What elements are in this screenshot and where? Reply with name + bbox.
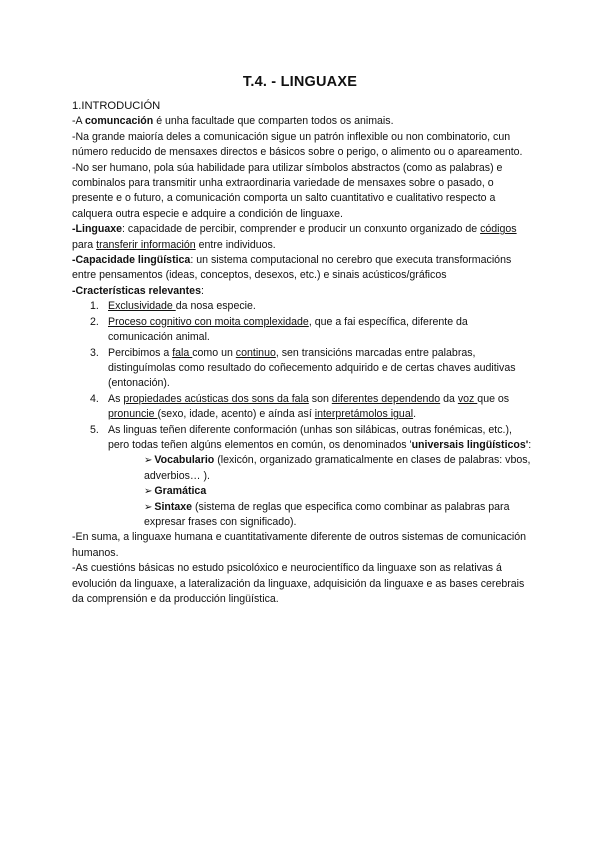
sublist-item-vocabulario bbox=[144, 453, 532, 484]
item5-text-1: As linguas teñen diferente conformación (unhas son silábicas, outras fonémicas, etc.), pero todas teñen algúns elementos en común, os denominados ' bbox=[108, 423, 512, 451]
list-item bbox=[72, 423, 532, 454]
item4-text-6: . bbox=[413, 408, 417, 421]
list-item bbox=[72, 346, 532, 392]
list-item bbox=[72, 315, 532, 346]
list-number: 4. bbox=[90, 392, 99, 405]
term-vocabulario: Vocabulario bbox=[154, 454, 215, 467]
item4-underline-3: voz bbox=[457, 392, 478, 405]
paragraph-capacidade-linguistica bbox=[72, 253, 532, 284]
universals-sublist bbox=[72, 453, 532, 530]
list-item bbox=[72, 299, 532, 314]
item4-underline-2: diferentes dependendo bbox=[331, 392, 441, 405]
paragraph-linguaxe-definition bbox=[72, 222, 532, 253]
item3-text-2: como un bbox=[192, 346, 236, 359]
item4-text-2: son bbox=[308, 392, 332, 405]
p1-text: é unha facultade que comparten todos os animais. bbox=[153, 115, 394, 128]
p4-text-1: : capacidade de percibir, comprender e producir un conxunto organizado de bbox=[122, 223, 481, 236]
item3-underline-fala: fala bbox=[172, 346, 193, 359]
paragraph-caracteristicas-heading bbox=[72, 284, 532, 299]
item4-text-5: (sexo, idade, acento) e aínda así bbox=[157, 408, 315, 421]
item4-underline-5: interpretámolos igual bbox=[314, 408, 414, 421]
item4-text-4: que os bbox=[477, 392, 510, 405]
item4-text-3: da bbox=[440, 392, 458, 405]
term-sintaxe: Sintaxe bbox=[154, 500, 193, 513]
term-linguaxe: -Linguaxe bbox=[72, 223, 123, 236]
vocabulario-text: (lexicón, organizado gramaticalmente en clases de palabras: vbos, adverbios… ). bbox=[144, 454, 531, 482]
term-caracteristicas: -Cracterísticas relevantes bbox=[72, 284, 201, 297]
item4-underline-4: pronuncie bbox=[108, 408, 158, 421]
item2-text: , que a fai específica, diferente da comunicación animal. bbox=[108, 315, 468, 344]
sublist-item-sintaxe bbox=[144, 500, 532, 531]
item1-underline: Exclusividade bbox=[108, 300, 176, 313]
term-capacidade-linguistica: -Capacidade lingüística bbox=[72, 254, 191, 267]
page-title: T.4. - LINGUAXE bbox=[242, 74, 358, 90]
term-gramatica: Gramática bbox=[154, 485, 207, 498]
list-number: 1. bbox=[90, 300, 99, 313]
paragraph-human-communication: -No ser humano, pola súa habilidade para utilizar símbolos abstractos (como as palabras) e combinalos para transmitir unha extraordinaria variedade de mensaxes sobre o pasado, o presente e o futuro, a comunicación comporta un salto cuantitativo e cualitativo respecto a calquera outra especie e adquire a condición de linguaxe. bbox=[72, 161, 503, 220]
item3-text-3: , sen transicións marcadas entre palabras, distinguímolas como resultado do coñecemento adquirido e de certas chaves auditivas (entonación). bbox=[108, 346, 516, 390]
item5-bold-universais: universais lingüísticos' bbox=[411, 438, 529, 451]
sublist-item-gramatica bbox=[144, 484, 532, 499]
paragraph-summary: -En suma, a linguaxe humana e cuantitativamente diferente de outros sistemas de comunicación humanos. bbox=[72, 531, 527, 559]
p5-text: : un sistema computacional no cerebro que executa transformacións entre pensamentos (ideas, conceptos, desexos, etc.) e sinais acústicos/gráficos bbox=[72, 254, 512, 282]
item4-underline-1: propiedades acústicas dos sons da fala bbox=[123, 392, 309, 405]
list-item bbox=[72, 392, 532, 423]
arrow-bullet-icon: ➢ bbox=[144, 501, 153, 513]
document-body bbox=[72, 99, 532, 607]
p4-underline-transferir: transferir información bbox=[96, 238, 196, 251]
item3-text-1: Percibimos a bbox=[108, 346, 173, 359]
p4-text-2: para bbox=[72, 238, 97, 251]
paragraph-animal-communication: -Na grande maioría deles a comunicación sigue un patrón inflexible ou non combinatorio, cun número reducido de mensaxes directos e básicos sobre o perigo, o alimento ou o apareamento. bbox=[72, 130, 523, 159]
p4-underline-codigos: códigos bbox=[480, 223, 517, 236]
p4-text-3: entre individuos. bbox=[195, 238, 276, 251]
list-number: 3. bbox=[90, 346, 99, 359]
item2-underline: Proceso cognitivo con moita complexidade bbox=[108, 315, 309, 328]
p1-prefix: -A bbox=[72, 115, 85, 128]
sintaxe-text: (sistema de reglas que especifica como combinar as palabras para expresar frases con significado). bbox=[144, 500, 510, 528]
item5-text-2: : bbox=[528, 438, 532, 451]
arrow-bullet-icon: ➢ bbox=[144, 455, 153, 467]
term-comunicacion: comuncación bbox=[84, 115, 154, 128]
paragraph-basic-questions: -As cuestións básicas no estudo psicolóxico e neurocientífico da linguaxe son as relativas á evolución da linguaxe, a lateralización da linguaxe, adquisición da linguaxe e as bases cerebrais da comprensión e da producción lingüística. bbox=[72, 562, 525, 605]
paragraph-comunicacion bbox=[72, 114, 532, 129]
item3-underline-continuo: continuo bbox=[235, 346, 276, 359]
list-number: 5. bbox=[90, 423, 99, 436]
section-heading: 1.INTRODUCIÓN bbox=[72, 100, 161, 112]
item1-text: da nosa especie. bbox=[175, 300, 256, 313]
item4-text-1: As bbox=[108, 392, 124, 405]
p6-colon: : bbox=[200, 284, 204, 297]
arrow-bullet-icon: ➢ bbox=[144, 486, 153, 498]
list-number: 2. bbox=[90, 315, 99, 328]
characteristics-list bbox=[72, 299, 532, 453]
